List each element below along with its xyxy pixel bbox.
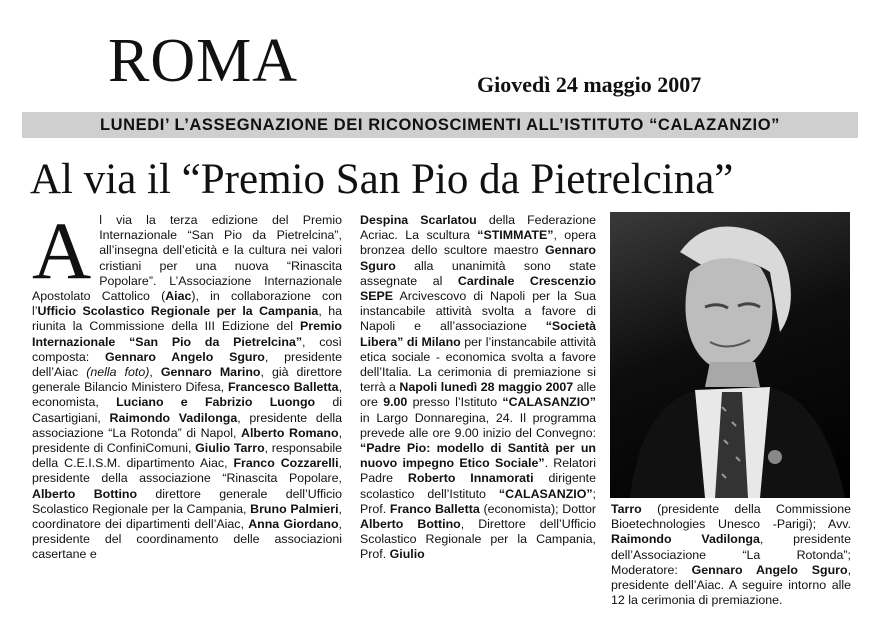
text-bold: “STIMMATE” <box>477 228 554 243</box>
text: l via la terza edizione del Premio Internazionale “San Pio da Pietrelcina”, all’insegna dell’eticità e la cultura nei valori cristiani per una nuova “Rinascita Popolare”. L’Associazione Internazionale Apostolato Cattolico ( <box>32 213 342 304</box>
text: , <box>149 365 161 380</box>
text-bold: Luciano e Fabrizio Luongo <box>116 395 316 410</box>
text-bold: “Società Libera” di Milano <box>360 319 596 349</box>
text: , opera bronzea dello scultore maestro <box>360 228 596 258</box>
text-bold: Despina Scarlatou <box>360 213 477 227</box>
text-bold: Raimondo Vadilonga <box>611 532 760 547</box>
text-bold: Giulio Tarro <box>195 441 265 456</box>
text-italic: (nella foto) <box>86 365 150 380</box>
text-bold: Ufficio Scolastico Regionale per la Campania <box>37 304 319 319</box>
text-bold: Giulio <box>389 547 425 562</box>
text: , Direttore dell’Ufficio Scolastico Regionale per la Campania, Prof. <box>360 517 596 562</box>
text: , presidente del coordinamento delle associazioni casertane e <box>32 517 342 562</box>
text: ), in collaborazione con l’ <box>32 289 342 319</box>
text-bold: Alberto Bottino <box>360 517 461 532</box>
text: , presidente di ConfiniComuni, <box>32 425 343 456</box>
paragraph <box>611 502 851 608</box>
text: , coordinatore dei dipartimenti dell’Aiac, <box>32 501 342 532</box>
text-bold: Franco Balletta <box>389 501 480 516</box>
headline: Al via il “Premio San Pio da Pietrelcina” <box>30 156 734 203</box>
text: della Federazione Acriac. La scultura <box>360 213 596 243</box>
text-bold: Bruno Palmieri <box>250 501 339 516</box>
text-bold: Alberto Romano <box>241 425 339 440</box>
text: presso l’Istituto <box>407 395 503 410</box>
text-bold: “Padre Pio: modello di Santità per un nuovo impegno Etico Sociale” <box>360 441 596 471</box>
paragraph <box>360 213 596 563</box>
text: direttore generale dell’Ufficio Scolastico Regionale per la Campania, <box>32 486 342 516</box>
text: per l’instancabile attività etica sociale - economica svolta a favore dell’Italia. La cerimonia di premiazione si terrà a <box>360 334 596 395</box>
text: . Relatori Padre <box>360 456 596 486</box>
paragraph <box>32 205 343 563</box>
article-column-2 <box>360 213 596 563</box>
text: , così composta: <box>32 334 342 364</box>
text-bold: Franco Cozzarelli <box>233 456 339 471</box>
masthead: ROMA <box>108 27 299 95</box>
article-column-1 <box>32 205 343 563</box>
text: , presidente della associazione “La Rotonda” di Napol, <box>32 410 343 440</box>
text: , già direttore generale Bilancio Ministero Difesa, <box>32 365 342 395</box>
kicker: LUNEDI’ L’ASSEGNAZIONE DEI RICONOSCIMENTI ALL’ISTITUTO “CALAZANZIO” <box>22 112 858 138</box>
drop-cap: A <box>32 205 92 296</box>
text-bold: Anna Giordano <box>248 517 339 532</box>
portrait-illustration <box>610 212 850 498</box>
text: ; Prof. <box>360 486 596 516</box>
text: (presidente della Commissione Bioetechnologies Unesco -Parigi); Avv. <box>611 502 851 532</box>
text: (economista); Dottor <box>479 501 596 516</box>
text-bold: Gennaro Marino <box>160 365 261 380</box>
article-column-3 <box>611 502 851 608</box>
portrait-photo <box>610 212 850 498</box>
text: , responsabile della C.E.I.S.M. dipartimento Aiac, <box>32 441 342 471</box>
text-bold: “CALASANZIO” <box>502 395 596 410</box>
text-bold: Gennaro Angelo Sguro <box>104 349 265 364</box>
text: Arcivescovo di Napoli per la Sua instancabile attività svolta a favore di Napoli e all’associazione <box>360 289 596 334</box>
text: , economista, <box>32 380 343 410</box>
text: , presidente dell’Aiac <box>32 349 343 380</box>
text-bold: Cardinale Crescenzio SEPE <box>360 273 596 304</box>
text-bold: Roberto Innamorati <box>407 471 534 486</box>
text-bold: Aiac <box>165 289 192 304</box>
text: in Largo Donnaregina, 24. Il programma prevede alle ore 9.00 inizio del Convegno: <box>360 410 596 440</box>
text: , presidente dell’Aiac. A seguire intorno alle 12 la cerimonia di premiazione. <box>611 562 852 608</box>
text-bold: Napoli lunedì 28 maggio 2007 <box>399 380 574 395</box>
text-bold: Francesco Balletta <box>227 380 339 395</box>
text-bold: Gennaro Sguro <box>360 243 596 273</box>
text: , presidente dell’Associazione “La Rotonda”; Moderatore: <box>611 532 851 577</box>
text-bold: Premio Internazionale “San Pio da Pietrelcina” <box>32 319 342 349</box>
text-bold: “CALASANZIO” <box>498 486 593 501</box>
text-bold: 9.00 <box>383 395 408 410</box>
text: alle ore <box>360 380 596 410</box>
text: , presidente della associazione “Rinascita Popolare, <box>32 456 342 486</box>
text: dirigente scolastico dell’Istituto <box>360 471 596 501</box>
text-bold: Alberto Bottino <box>32 486 138 501</box>
text: di Casartigiani, <box>32 395 342 425</box>
text: , ha riunita la Commissione della III Edizione del <box>32 304 342 334</box>
text-bold: Gennaro Angelo Sguro <box>691 562 848 577</box>
text-bold: Tarro <box>611 502 642 516</box>
date: Giovedì 24 maggio 2007 <box>477 72 702 97</box>
text: alla unanimità sono state assegnate al <box>360 258 596 288</box>
text-bold: Raimondo Vadilonga <box>109 410 238 425</box>
